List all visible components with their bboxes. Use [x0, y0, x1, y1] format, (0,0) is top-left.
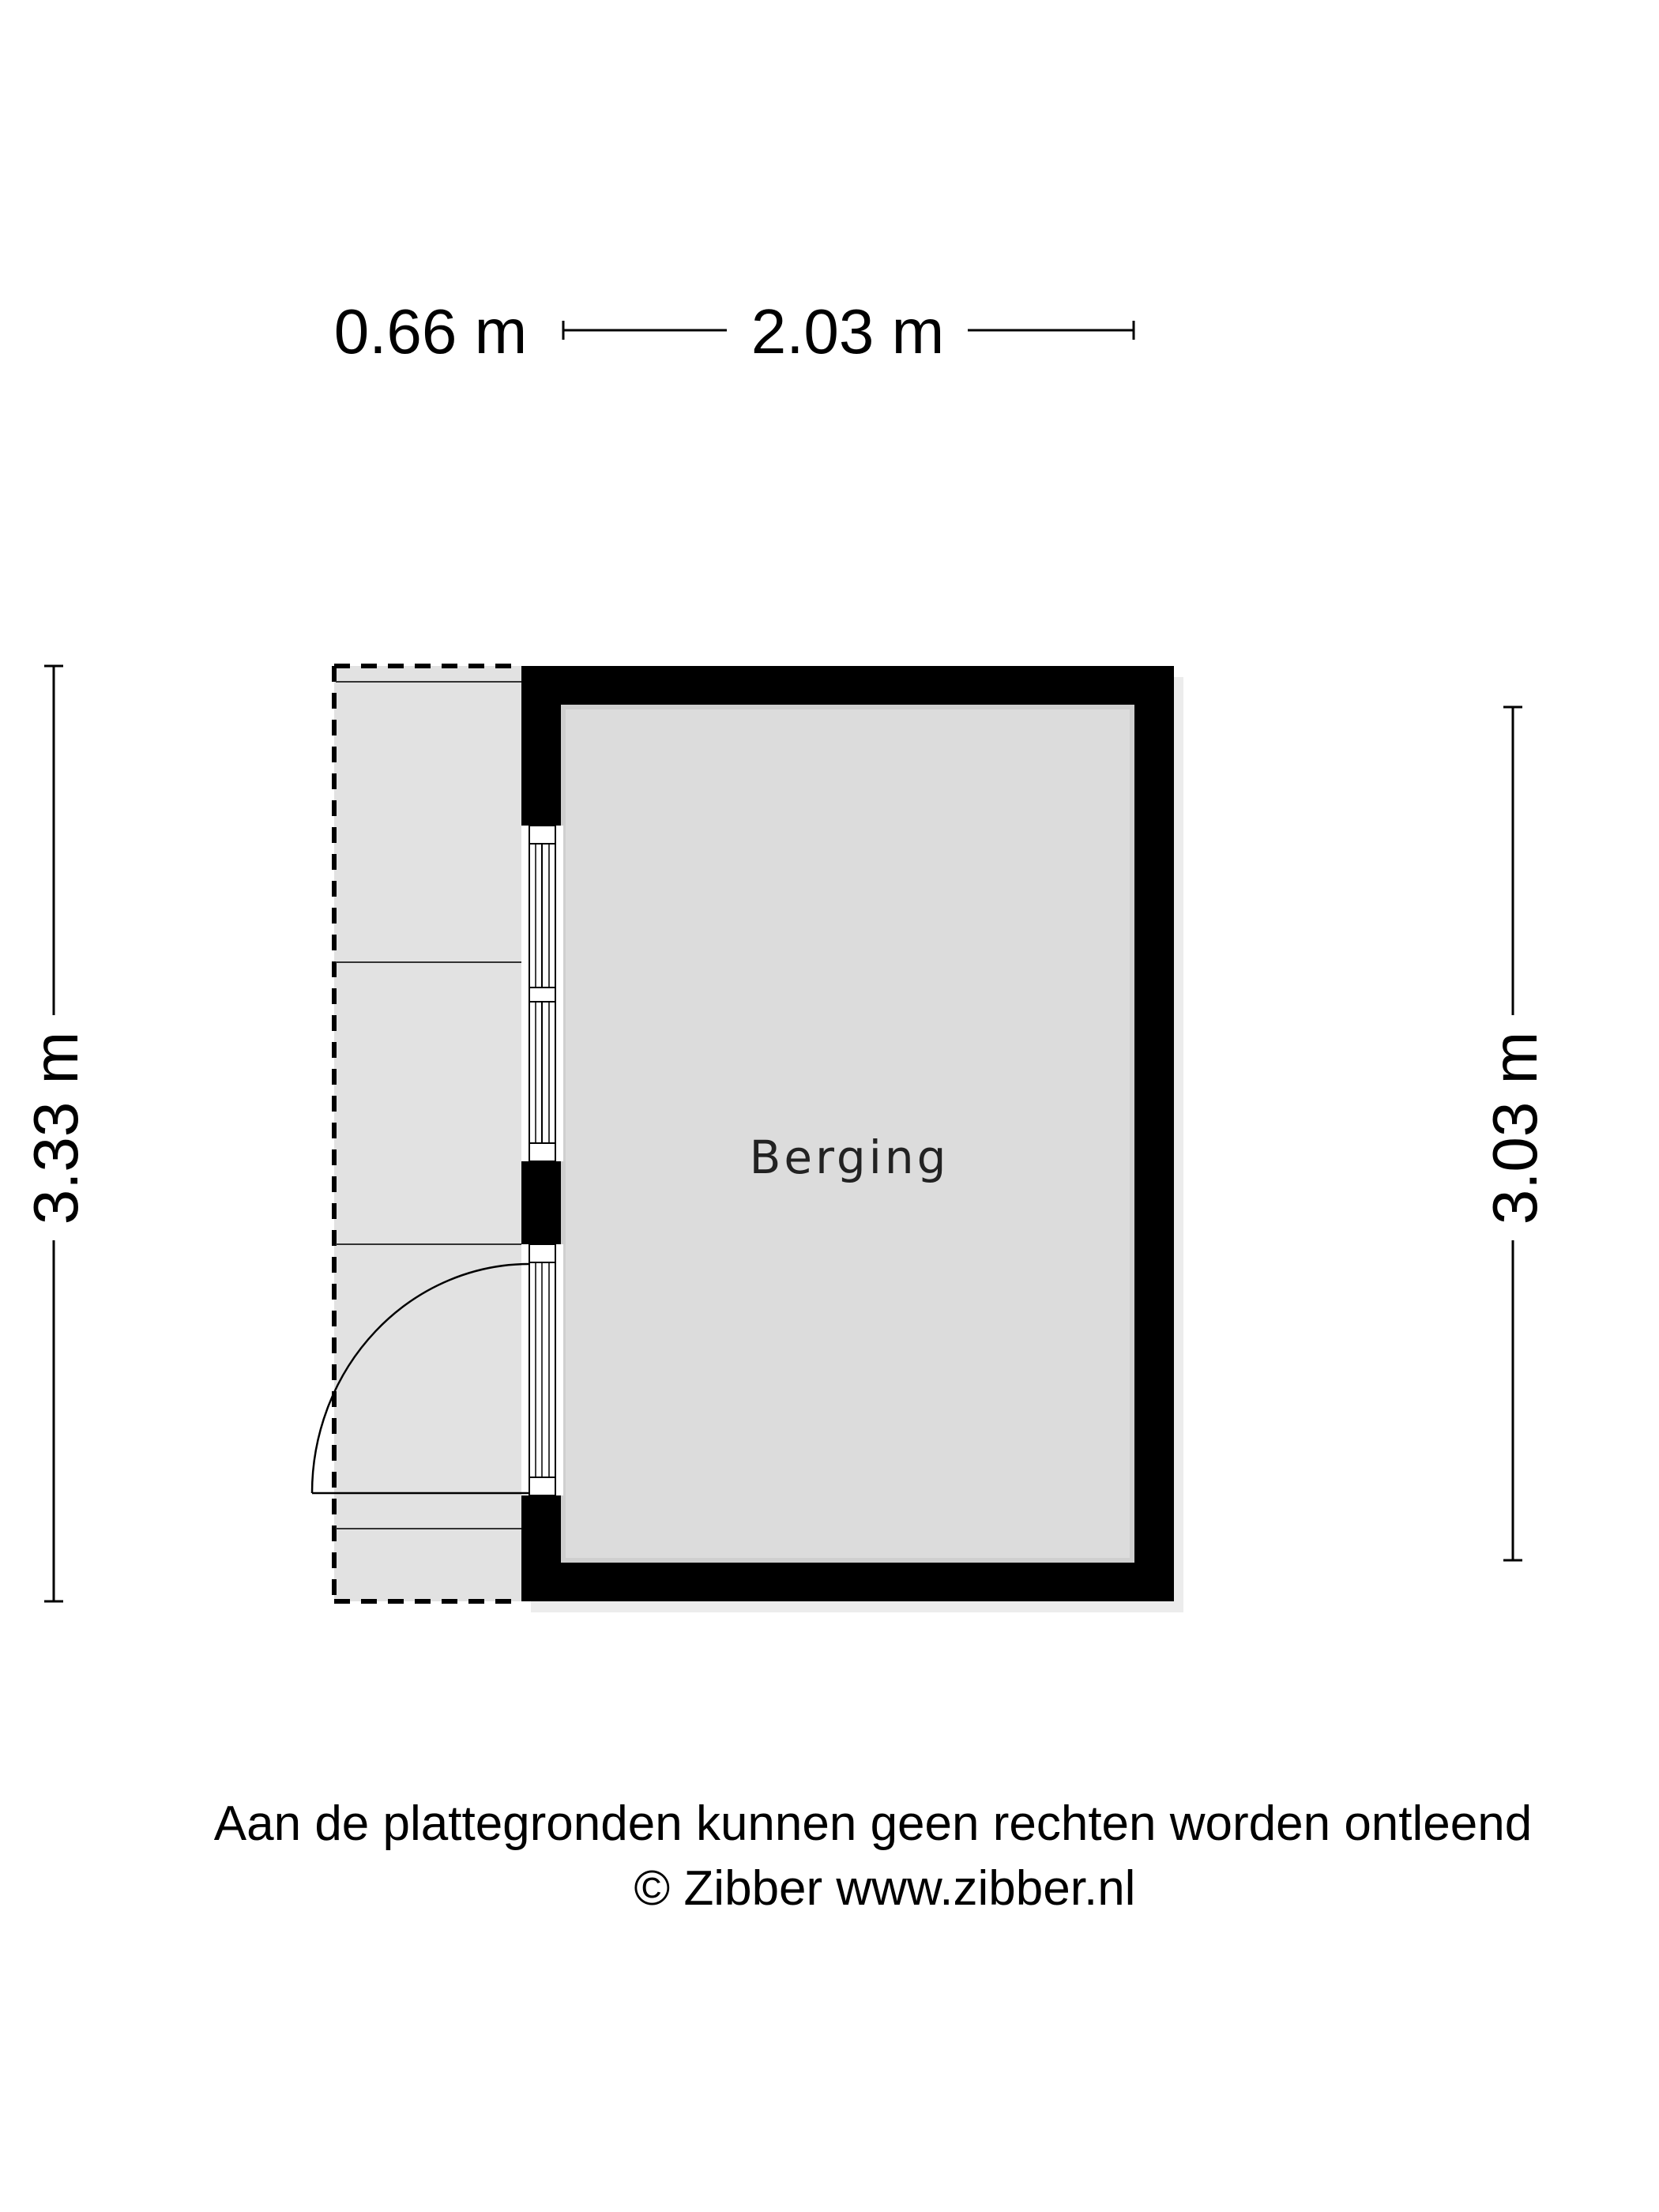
- window-upper: [521, 826, 563, 1161]
- copyright-text: © Zibber www.zibber.nl: [634, 1861, 1136, 1916]
- dimension-right-height: 3.03 m: [1480, 1031, 1550, 1225]
- dimension-top-left: 0.66 m: [333, 296, 528, 367]
- dimension-left-height: 3.33 m: [21, 1031, 91, 1225]
- room-label: Berging: [749, 1130, 950, 1184]
- dimension-top-main: 2.03 m: [750, 296, 945, 367]
- porch-area: [334, 666, 521, 1601]
- disclaimer-text: Aan de plattegronden kunnen geen rechten worden ontleend: [213, 1796, 1533, 1851]
